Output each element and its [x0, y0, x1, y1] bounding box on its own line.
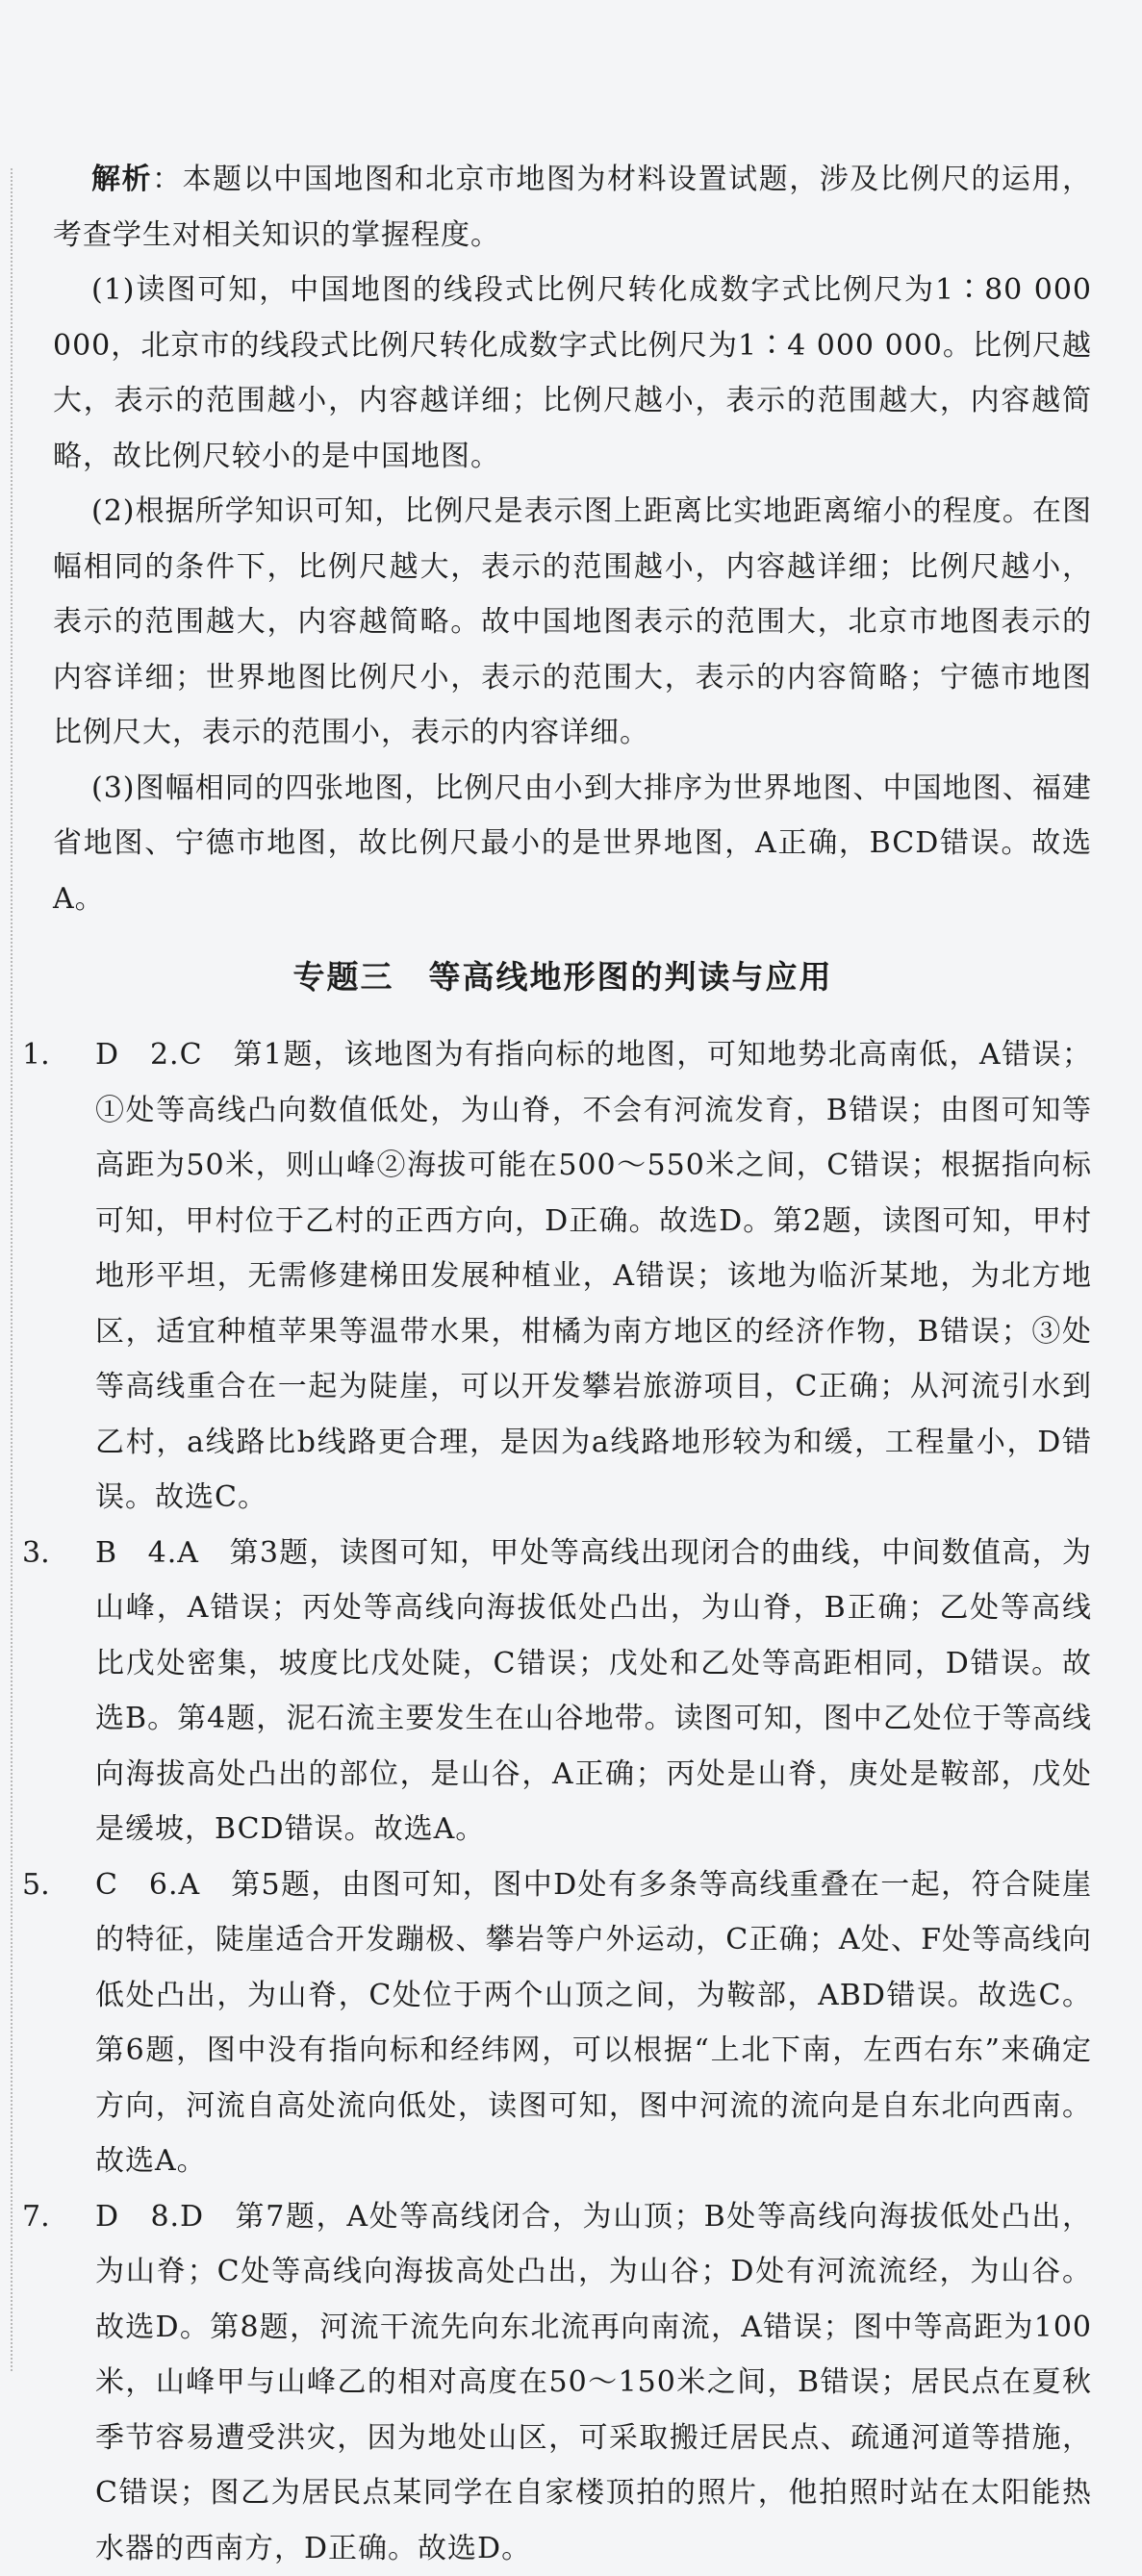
- answer-text: B 4.A 第3题，读图可知，甲处等高线出现闭合的曲线，中间数值高，为山峰，A错误；丙处等高线向海拔低处凸出，为山脊，B正确；乙处等高线比戊处密集，坡度比戊处陡，C错误；戊处和乙处等高距相同，D错误。故选B。第4题，泥石流主要发生在山谷地带。读图可知，图中乙处位于等高线向海拔高处凸出的部位，是山谷，A正确；丙处是山脊，庚处是鞍部，戊处是缓坡，BCD错误。故选A。: [95, 1535, 1092, 1846]
- content: [22, 152, 1092, 2576]
- analysis-intro-text: ：本题以中国地图和北京市地图为材料设置试题，涉及比例尺的运用，考查学生对相关知识的掌握程度。: [53, 163, 1092, 252]
- analysis-intro: [53, 152, 1092, 263]
- analysis-paragraph-1: (1)读图可知，中国地图的线段式比例尺转化成数字式比例尺为1∶80 000 000，北京市的线段式比例尺转化成数字式比例尺为1∶4 000 000。比例尺越大，表示的范围越小，内容越详细；比例尺越小，表示的范围越大，内容越简略，故比例尺较小的是中国地图。: [53, 273, 1092, 473]
- analysis-paragraph-3: (3)图幅相同的四张地图，比例尺由小到大排序为世界地图、中国地图、福建省地图、宁德市地图，故比例尺最小的是世界地图，A正确，BCD错误。故选A。: [53, 770, 1092, 916]
- answer-number: 5.: [22, 1867, 50, 1902]
- section-title: [34, 926, 1092, 1027]
- section-title-text: 等高线地形图的判读与应用: [428, 958, 833, 996]
- analysis-label: 解析: [91, 163, 153, 196]
- answer-item: [22, 1526, 1092, 1857]
- answer-text: C 6.A 第5题，由图可知，图中D处有多条等高线重叠在一起，符合陡崖的特征，陡崖适合开发蹦极、攀岩等户外运动，C正确；A处、F处等高线向低处凸出，为山脊，C处位于两个山顶之间，为鞍部，ABD错误。故选C。第6题，图中没有指向标和经纬网，可以根据“上北下南，左西右东”来确定方向，河流自高处流向低处，读图可知，图中河流的流向是自东北向西南。故选A。: [95, 1867, 1092, 2178]
- left-margin-rule: [11, 168, 13, 2371]
- answer-item: [22, 2189, 1092, 2576]
- analysis-paragraph-2: (2)根据所学知识可知，比例尺是表示图上距离比实地距离缩小的程度。在图幅相同的条件下，比例尺越大，表示的范围越小，内容越详细；比例尺越小，表示的范围越大，内容越简略。故中国地图表示的范围大，北京市地图表示的内容详细；世界地图比例尺小，表示的范围大，表示的内容简略；宁德市地图比例尺大，表示的范围小，表示的内容详细。: [53, 494, 1092, 749]
- section-label: 专题三: [292, 958, 394, 996]
- answer-number: 7.: [22, 2199, 50, 2234]
- answer-item: [22, 1857, 1092, 2189]
- answer-number: 3.: [22, 1535, 50, 1570]
- answer-text: D 8.D 第7题，A处等高线闭合，为山顶；B处等高线向海拔低处凸出，为山脊；C处等高线向海拔高处凸出，为山谷；D处有河流流经，为山谷。故选D。第8题，河流干流先向东北流再向南流，A错误；图中等高距为100米，山峰甲与山峰乙的相对高度在50～150米之间，B错误；居民点在夏秋季节容易遭受洪灾，因为地处山区，可采取搬迁居民点、疏通河道等措施，C错误；图乙为居民点某同学在自家楼顶拍的照片，他拍照时站在太阳能热水器的西南方，D正确。故选D。: [95, 2199, 1092, 2565]
- answer-number: 1.: [22, 1038, 50, 1072]
- answer-item: [22, 1027, 1092, 1526]
- answer-text: D 2.C 第1题，该地图为有指向标的地图，可知地势北高南低，A错误；①处等高线凸向数值低处，为山脊，不会有河流发育，B错误；由图可知等高距为50米，则山峰②海拔可能在500～550米之间，C错误；根据指向标可知，甲村位于乙村的正西方向，D正确。故选D。第2题，读图可知，甲村地形平坦，无需修建梯田发展种植业，A错误；该地为临沂某地，为北方地区，适宜种植苹果等温带水果，柑橘为南方地区的经济作物，B错误；③处等高线重合在一起为陡崖，可以开发攀岩旅游项目，C正确；从河流引水到乙村，a线路比b线路更合理，是因为a线路地形较为和缓，工程量小，D错误。故选C。: [95, 1038, 1092, 1514]
